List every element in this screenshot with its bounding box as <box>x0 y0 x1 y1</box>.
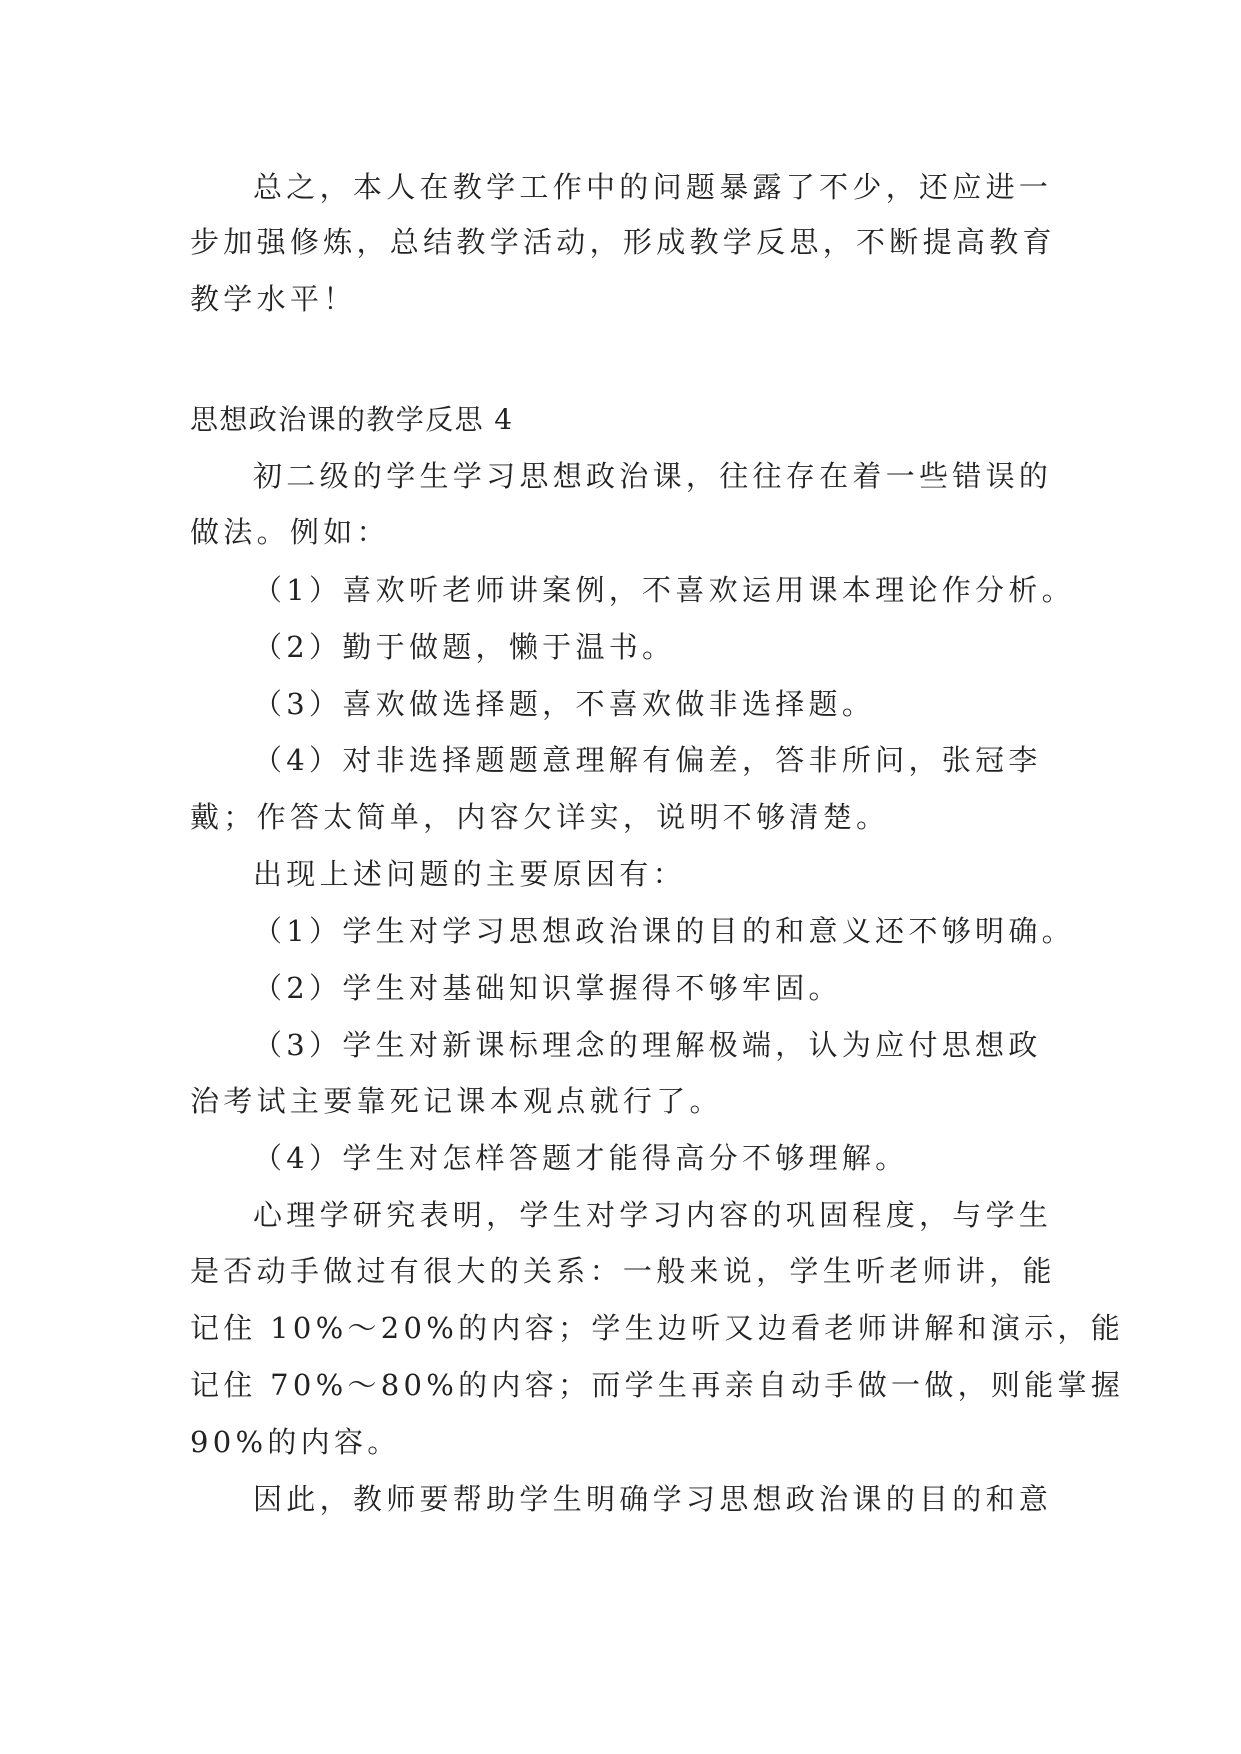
psychology-paragraph-line-3: 记住 10%～20%的内容；学生边听又边看老师讲解和演示，能 <box>190 1311 1125 1345</box>
intro-paragraph-line-1: 总之，本人在教学工作中的问题暴露了不少，还应进一 <box>253 170 1053 204</box>
intro-paragraph-line-3: 教学水平！ <box>190 282 357 316</box>
mistake-item-2: （2）勤于做题，懒于温书。 <box>253 630 676 664</box>
psychology-paragraph-line-1: 心理学研究表明，学生对学习内容的巩固程度，与学生 <box>253 1198 1053 1232</box>
reason-item-3-line-2: 治考试主要靠死记课本观点就行了。 <box>190 1084 723 1118</box>
paragraph-1-line-1: 初二级的学生学习思想政治课，往往存在着一些错误的 <box>253 459 1053 493</box>
mistake-item-1: （1）喜欢听老师讲案例，不喜欢运用课本理论作分析。 <box>253 573 1075 607</box>
reason-item-3-line-1: （3）学生对新课标理念的理解极端，认为应付思想政 <box>253 1028 1042 1062</box>
reason-item-1: （1）学生对学习思想政治课的目的和意义还不够明确。 <box>253 914 1075 948</box>
psychology-paragraph-line-5: 90%的内容。 <box>190 1425 401 1459</box>
mistake-item-4-line-1: （4）对非选择题题意理解有偏差，答非所问，张冠李 <box>253 743 1042 777</box>
section-title: 思想政治课的教学反思 4 <box>190 403 514 436</box>
paragraph-1-line-2: 做法。例如： <box>190 515 390 549</box>
intro-paragraph-line-2: 步加强修炼，总结教学活动，形成教学反思，不断提高教育 <box>190 225 1056 259</box>
reasons-heading: 出现上述问题的主要原因有： <box>253 857 686 891</box>
psychology-paragraph-line-2: 是否动手做过有很大的关系：一般来说，学生听老师讲，能 <box>190 1254 1056 1288</box>
psychology-paragraph-line-4: 记住 70%～80%的内容；而学生再亲自动手做一做，则能掌握 <box>190 1368 1125 1402</box>
final-paragraph-line-1: 因此，教师要帮助学生明确学习思想政治课的目的和意 <box>253 1482 1053 1516</box>
mistake-item-3: （3）喜欢做选择题，不喜欢做非选择题。 <box>253 687 876 721</box>
mistake-item-4-line-2: 戴；作答太简单，内容欠详实，说明不够清楚。 <box>190 800 890 834</box>
reason-item-4: （4）学生对怎样答题才能得高分不够理解。 <box>253 1141 909 1175</box>
reason-item-2: （2）学生对基础知识掌握得不够牢固。 <box>253 971 842 1005</box>
